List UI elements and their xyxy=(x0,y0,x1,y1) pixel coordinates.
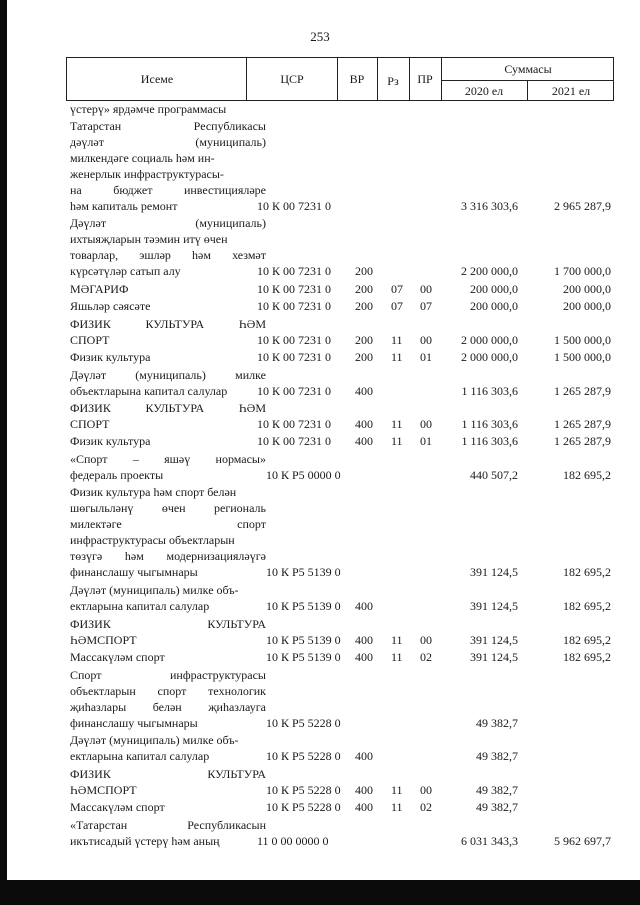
row-csr: 10 К Р5 5139 0 xyxy=(266,633,341,647)
row-sum-2021: 1 265 287,9 xyxy=(554,384,611,398)
row-name-line: ФИЗИК КУЛЬТУРА ҺӘМ xyxy=(70,317,266,331)
header-name: Исеме xyxy=(140,72,174,86)
row-name-line: милектәге спорт xyxy=(70,517,266,531)
row-name xyxy=(70,667,266,731)
row-csr: 10 К Р5 5228 0 xyxy=(266,716,341,730)
row-sum-2021: 1 265 287,9 xyxy=(554,417,611,431)
row-name-line: СПОРТ xyxy=(70,417,110,431)
row-pr: 00 xyxy=(420,282,432,296)
row-name xyxy=(70,616,266,648)
scan-edge-bottom xyxy=(0,880,640,905)
header-year-2021: 2021 ел xyxy=(551,84,591,98)
row-pr: 00 xyxy=(420,333,432,347)
row-sum-2020: 200 000,0 xyxy=(470,282,518,296)
row-name xyxy=(70,400,266,432)
row-name-line: җиһазлары белән җиһазлауга xyxy=(70,700,266,714)
row-name-line: милкендәге социаль һәм ин- xyxy=(70,151,215,165)
row-sum-2020: 49 382,7 xyxy=(476,749,518,763)
row-rz: 11 xyxy=(391,650,403,664)
row-name-line: СПОРТ xyxy=(70,333,110,347)
table-row xyxy=(0,766,640,798)
table-row xyxy=(0,484,640,580)
row-vr: 400 xyxy=(355,417,373,431)
row-name-line: инфраструктурасы объектларын xyxy=(70,533,235,547)
row-name-line: женерлык инфраструктурасы- xyxy=(70,167,224,181)
table-row xyxy=(0,649,640,665)
row-sum-2020: 2 000 000,0 xyxy=(461,350,518,364)
row-sum-2021: 1 265 287,9 xyxy=(554,434,611,448)
header-year-2020: 2020 ел xyxy=(464,84,504,98)
row-sum-2021: 182 695,2 xyxy=(563,633,611,647)
row-sum-2020: 1 116 303,6 xyxy=(461,417,518,431)
row-csr: 10 К 00 7231 0 xyxy=(257,333,332,347)
row-sum-2020: 1 116 303,6 xyxy=(461,434,518,448)
row-name xyxy=(70,451,266,483)
row-sum-2020: 391 124,5 xyxy=(470,565,518,579)
row-name xyxy=(70,484,266,580)
table-row xyxy=(0,451,640,483)
table-row xyxy=(0,118,640,214)
row-name-line: на бюджет инвестицияләре xyxy=(70,183,266,197)
row-name xyxy=(70,349,266,365)
row-vr: 200 xyxy=(355,282,373,296)
row-name xyxy=(70,101,266,117)
row-sum-2021: 1 500 000,0 xyxy=(554,350,611,364)
header-rz: Рз xyxy=(387,74,399,88)
row-sum-2021: 182 695,2 xyxy=(563,650,611,664)
row-name-line: товарлар, эшләр һәм хезмәт xyxy=(70,248,266,262)
row-name-line: шөгыльләнү өчен региональ xyxy=(70,501,266,515)
row-name-line: объектларына капитал салулар xyxy=(70,384,228,398)
row-vr: 200 xyxy=(355,333,373,347)
table-row xyxy=(0,400,640,432)
row-vr: 400 xyxy=(355,434,373,448)
row-name-line: һәм капиталь ремонт xyxy=(70,199,178,213)
row-name xyxy=(70,367,266,399)
table-row xyxy=(0,298,640,314)
row-name xyxy=(70,799,266,815)
row-sum-2021: 182 695,2 xyxy=(563,565,611,579)
row-csr: 10 К 00 7231 0 xyxy=(257,264,332,278)
row-name xyxy=(70,649,266,665)
row-name-line: Дәүләт (муниципаль) милке объ- xyxy=(70,583,239,597)
row-sum-2020: 49 382,7 xyxy=(476,716,518,730)
row-csr: 10 К 00 7231 0 xyxy=(257,199,332,213)
row-name-line: Физик культура xyxy=(70,350,151,364)
row-csr: 10 К Р5 5228 0 xyxy=(266,800,341,814)
row-name-line: ихтыяҗларын тәэмин итү өчен xyxy=(70,232,228,246)
row-name xyxy=(70,766,266,798)
row-rz: 07 xyxy=(391,282,403,296)
row-name xyxy=(70,732,266,764)
row-name-line: объектларын спорт технологик xyxy=(70,684,266,698)
row-vr: 400 xyxy=(355,633,373,647)
table-row xyxy=(0,281,640,297)
row-name xyxy=(70,118,266,214)
row-name-line: «Спорт – яшәү нормасы» xyxy=(70,452,266,466)
row-sum-2020: 391 124,5 xyxy=(470,650,518,664)
row-rz: 11 xyxy=(391,333,403,347)
row-name-line: Дәүләт (муниципаль) милке объ- xyxy=(70,733,239,747)
row-name-line: ектларына капитал салулар xyxy=(70,749,210,763)
table-row xyxy=(0,799,640,815)
row-csr: 10 К Р5 5139 0 xyxy=(266,599,341,613)
header-divider xyxy=(527,80,528,100)
row-sum-2021: 182 695,2 xyxy=(563,599,611,613)
row-sum-2020: 2 200 000,0 xyxy=(461,264,518,278)
row-name-line: МӘГАРИФ xyxy=(70,282,129,296)
row-name-line: Физик культура һәм спорт белән xyxy=(70,485,237,499)
row-rz: 11 xyxy=(391,350,403,364)
row-csr: 10 К 00 7231 0 xyxy=(257,434,332,448)
header-divider xyxy=(409,58,410,100)
row-name xyxy=(70,582,266,614)
row-csr: 10 К 00 7231 0 xyxy=(257,282,332,296)
budget-table-body xyxy=(0,101,640,849)
row-name-line: ектларына капитал салулар xyxy=(70,599,210,613)
row-name-line: финанслашу чыгымнары xyxy=(70,716,198,730)
row-sum-2020: 6 031 343,3 xyxy=(461,834,518,848)
row-name xyxy=(70,316,266,348)
table-row xyxy=(0,349,640,365)
row-name-line: Физик культура xyxy=(70,434,151,448)
row-name-line: «Татарстан Республикасын xyxy=(70,818,266,832)
table-row xyxy=(0,667,640,731)
row-sum-2020: 3 316 303,6 xyxy=(461,199,518,213)
row-name-line: федераль проекты xyxy=(70,468,164,482)
header-csr: ЦСР xyxy=(280,72,304,86)
row-sum-2020: 200 000,0 xyxy=(470,299,518,313)
table-row xyxy=(0,367,640,399)
row-csr: 10 К 00 7231 0 xyxy=(257,299,332,313)
row-rz: 11 xyxy=(391,633,403,647)
row-name xyxy=(70,433,266,449)
header-sums: Суммасы xyxy=(504,62,552,76)
row-pr: 01 xyxy=(420,434,432,448)
row-name-line: икътисадый үстерү һәм аның xyxy=(70,834,220,848)
row-name-line: Массакүләм спорт xyxy=(70,650,165,664)
row-csr: 10 К Р5 5139 0 xyxy=(266,650,341,664)
row-csr: 10 К Р5 0000 0 xyxy=(266,468,341,482)
table-row xyxy=(0,101,640,117)
page-number: 253 xyxy=(310,29,330,44)
header-pr: ПР xyxy=(417,72,433,86)
row-name xyxy=(70,298,266,314)
row-vr: 400 xyxy=(355,384,373,398)
row-name-line: финанслашу чыгымнары xyxy=(70,565,198,579)
row-sum-2021: 200 000,0 xyxy=(563,282,611,296)
row-pr: 07 xyxy=(420,299,432,313)
row-name-line: төзүгә һәм модернизацияләүгә xyxy=(70,549,266,563)
row-name-line: ҺӘМСПОРТ xyxy=(70,633,137,647)
row-pr: 00 xyxy=(420,633,432,647)
row-csr: 10 К 00 7231 0 xyxy=(257,384,332,398)
row-sum-2020: 391 124,5 xyxy=(470,599,518,613)
row-sum-2020: 1 116 303,6 xyxy=(461,384,518,398)
row-sum-2021: 182 695,2 xyxy=(563,468,611,482)
header-divider xyxy=(337,58,338,100)
header-divider xyxy=(377,58,378,100)
row-rz: 11 xyxy=(391,800,403,814)
table-row xyxy=(0,433,640,449)
row-name-line: үстерү» ярдәмче программасы xyxy=(70,102,227,116)
row-vr: 200 xyxy=(355,264,373,278)
row-pr: 00 xyxy=(420,783,432,797)
row-sum-2021: 200 000,0 xyxy=(563,299,611,313)
table-row xyxy=(0,616,640,648)
row-name-line: Дәүләт (муниципаль) милке xyxy=(70,368,266,382)
table-row xyxy=(0,582,640,614)
row-vr: 400 xyxy=(355,783,373,797)
row-csr: 10 К 00 7231 0 xyxy=(257,350,332,364)
row-rz: 11 xyxy=(391,783,403,797)
row-name-line: Яшьләр сәясәте xyxy=(70,299,151,313)
row-pr: 01 xyxy=(420,350,432,364)
row-name-line: ФИЗИК КУЛЬТУРА ҺӘМ xyxy=(70,401,266,415)
row-csr: 10 К Р5 5228 0 xyxy=(266,783,341,797)
row-csr: 11 0 00 0000 0 xyxy=(257,834,329,848)
row-name-line: Массакүләм спорт xyxy=(70,800,165,814)
row-name-line: ФИЗИК КУЛЬТУРА xyxy=(70,767,266,781)
row-sum-2020: 49 382,7 xyxy=(476,783,518,797)
table-header xyxy=(66,57,614,101)
row-name-line: күрсәтүләр сатып алу xyxy=(70,264,181,278)
row-sum-2021: 1 700 000,0 xyxy=(554,264,611,278)
row-name-line: Дәүләт (муниципаль) xyxy=(70,216,266,230)
row-name-line: дәүләт (муниципаль) xyxy=(70,135,266,149)
row-vr: 400 xyxy=(355,749,373,763)
header-divider xyxy=(441,58,442,100)
table-row xyxy=(0,316,640,348)
row-sum-2021: 1 500 000,0 xyxy=(554,333,611,347)
row-sum-2021: 2 965 287,9 xyxy=(554,199,611,213)
row-sum-2021: 5 962 697,7 xyxy=(554,834,611,848)
row-csr: 10 К Р5 5228 0 xyxy=(266,749,341,763)
header-divider xyxy=(441,80,613,81)
header-vr: ВР xyxy=(349,72,365,86)
row-name-line: ҺӘМСПОРТ xyxy=(70,783,137,797)
row-name xyxy=(70,817,266,849)
row-csr: 10 К 00 7231 0 xyxy=(257,417,332,431)
row-name-line: Спорт инфраструктурасы xyxy=(70,668,266,682)
row-vr: 200 xyxy=(355,350,373,364)
row-sum-2020: 49 382,7 xyxy=(476,800,518,814)
table-row xyxy=(0,732,640,764)
table-row xyxy=(0,817,640,849)
row-csr: 10 К Р5 5139 0 xyxy=(266,565,341,579)
row-pr: 02 xyxy=(420,800,432,814)
row-name xyxy=(70,281,266,297)
row-vr: 400 xyxy=(355,800,373,814)
row-vr: 200 xyxy=(355,299,373,313)
table-row xyxy=(0,215,640,279)
row-vr: 400 xyxy=(355,650,373,664)
row-name-line: Татарстан Республикасы xyxy=(70,119,266,133)
row-vr: 400 xyxy=(355,599,373,613)
row-sum-2020: 391 124,5 xyxy=(470,633,518,647)
row-rz: 07 xyxy=(391,299,403,313)
row-name-line: ФИЗИК КУЛЬТУРА xyxy=(70,617,266,631)
row-name xyxy=(70,215,266,279)
row-pr: 00 xyxy=(420,417,432,431)
row-sum-2020: 2 000 000,0 xyxy=(461,333,518,347)
header-divider xyxy=(246,58,247,100)
row-rz: 11 xyxy=(391,417,403,431)
row-pr: 02 xyxy=(420,650,432,664)
row-sum-2020: 440 507,2 xyxy=(470,468,518,482)
row-rz: 11 xyxy=(391,434,403,448)
